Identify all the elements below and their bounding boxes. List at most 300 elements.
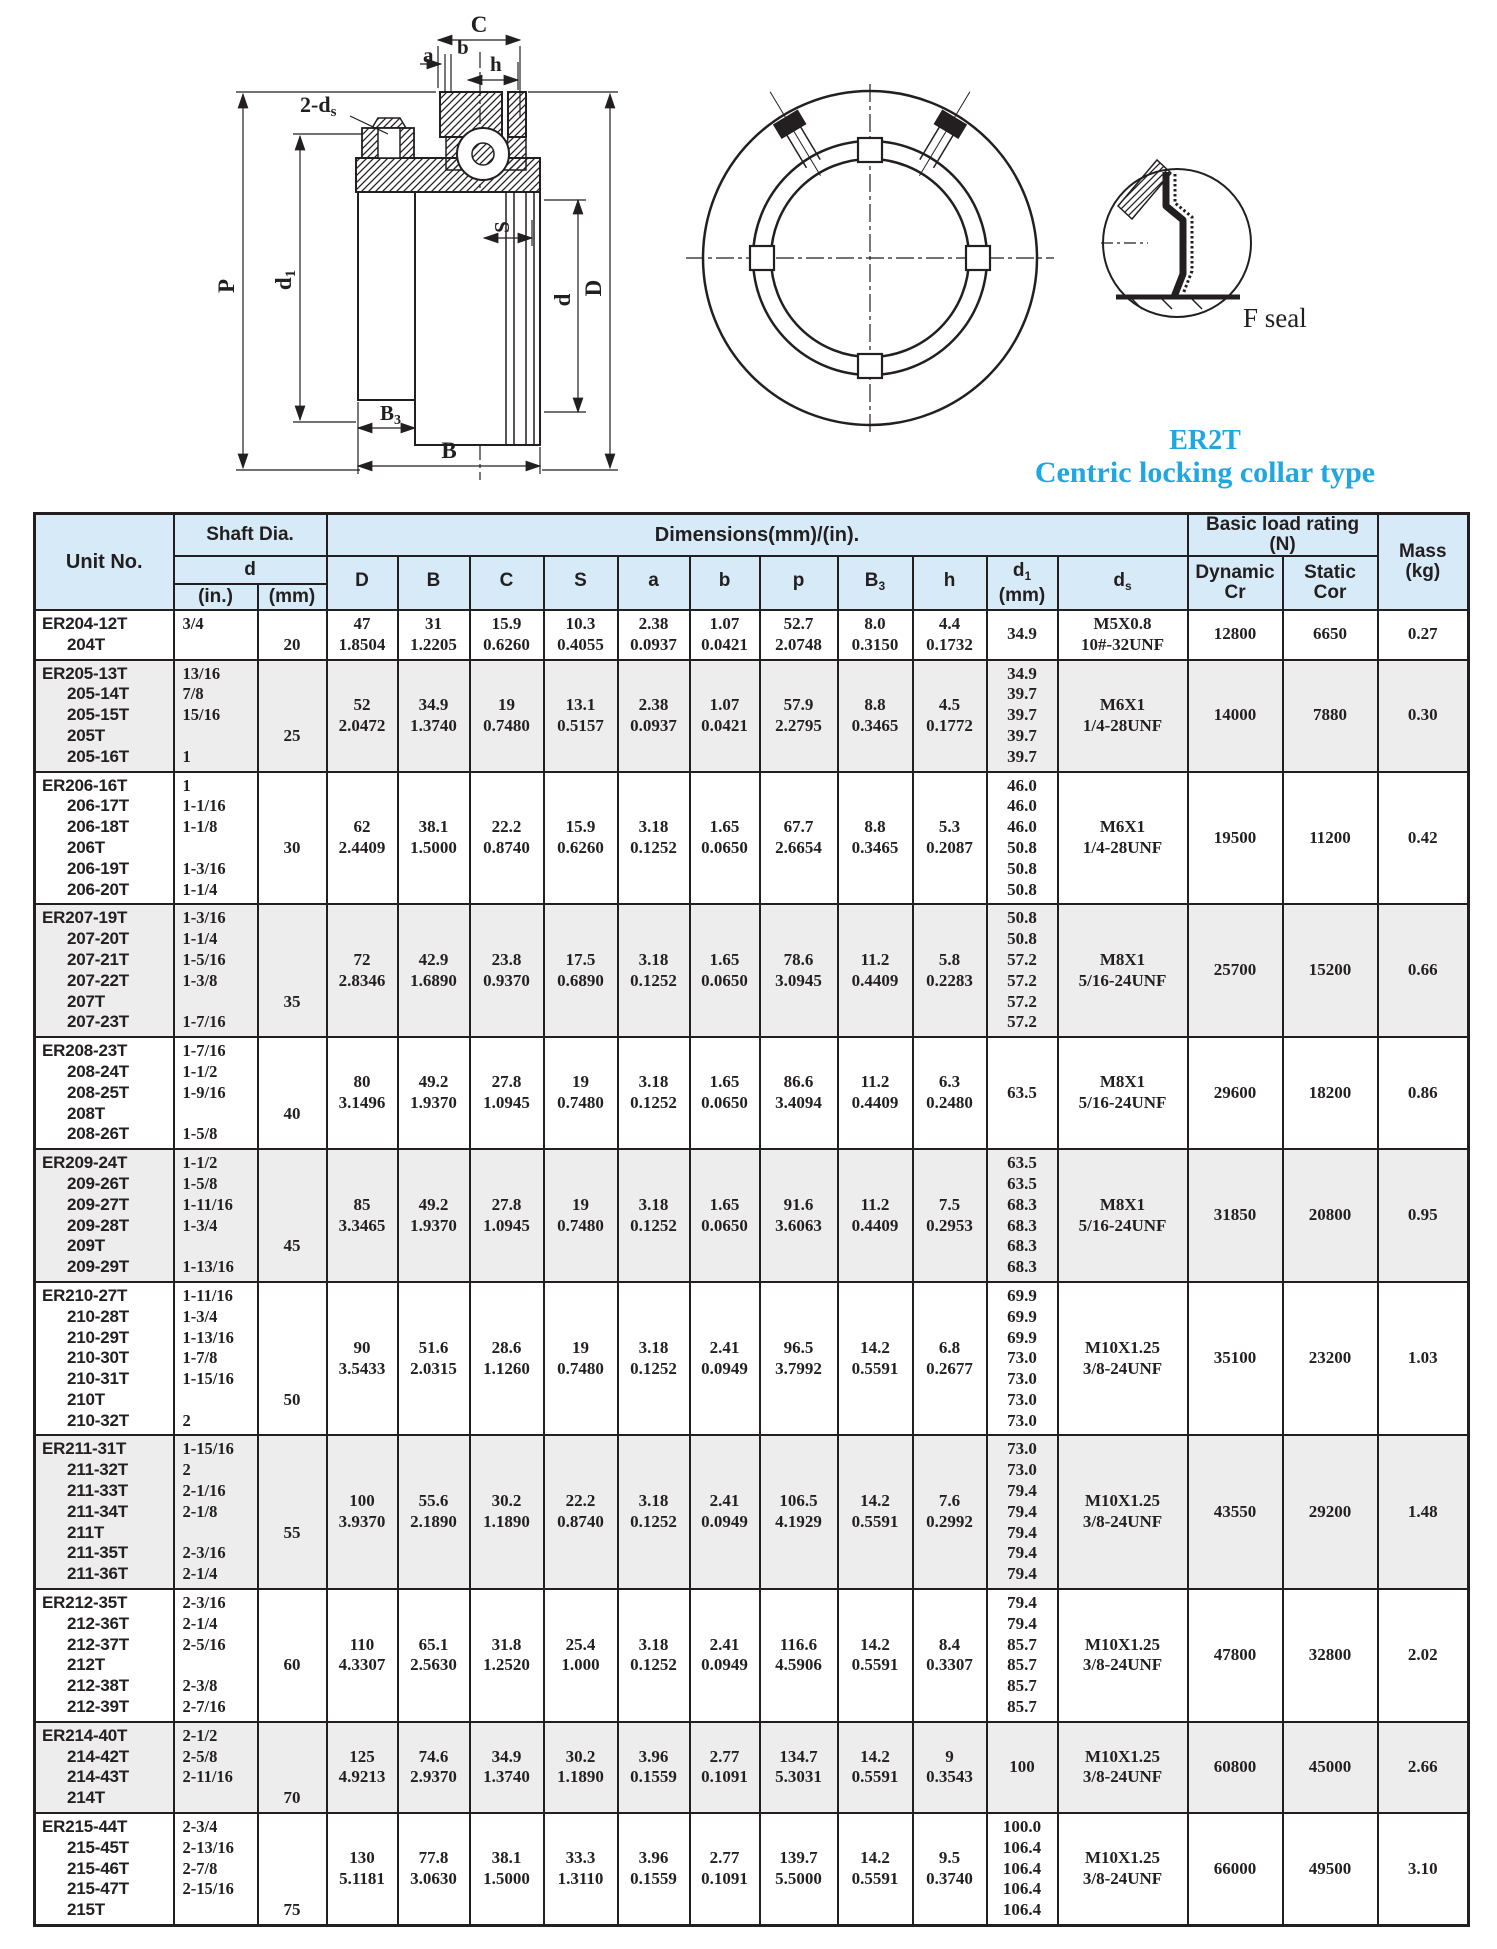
dimension-values <box>410 1747 457 1789</box>
dimension-values <box>483 1072 530 1114</box>
dimension-cell <box>913 1282 987 1436</box>
d1-value: 57.2 <box>1007 970 1037 990</box>
unit-no: 210-31T <box>67 1369 129 1389</box>
d1-value: 73.0 <box>1007 1369 1037 1389</box>
dim-in-value: 1.1890 <box>557 1767 604 1787</box>
dim-in-value: 1.0945 <box>483 1093 530 1113</box>
dimension-cell <box>618 660 690 772</box>
dimension-cell <box>398 610 470 660</box>
unit-no: 204T <box>67 634 105 654</box>
ds-thread-value: 1/4-28UNF <box>1082 715 1163 735</box>
unit-no-cell <box>35 1589 174 1722</box>
dim-mm-value: 14.2 <box>860 1848 890 1868</box>
dimension-cell <box>838 1282 913 1436</box>
dim-mm-value: 106.5 <box>779 1491 818 1511</box>
dim-mm-value: 4.5 <box>938 694 961 714</box>
shaft-dia-mm <box>259 1481 326 1502</box>
shaft-dia-mm-cell <box>258 1435 327 1589</box>
dimension-values <box>701 1072 748 1114</box>
dim-mm-value: 38.1 <box>418 817 449 837</box>
dim-in-value: 0.0650 <box>701 1215 748 1235</box>
dimension-cell <box>690 610 760 660</box>
spec-table-body <box>35 610 1469 1926</box>
unit-no: 205-14T <box>67 684 129 704</box>
shaft-dia-in: 2-11/16 <box>182 1767 233 1787</box>
unit-no: 210-29T <box>67 1327 129 1347</box>
mass-value: 3.10 <box>1407 1858 1438 1878</box>
dimension-cell <box>760 1149 838 1282</box>
dim-mm-value: 2.38 <box>638 614 669 633</box>
dimension-cell <box>398 660 470 772</box>
dimension-cell <box>327 1589 398 1722</box>
dimension-values <box>852 950 899 992</box>
shaft-dia-mm <box>259 1062 326 1083</box>
dimension-cell <box>398 1589 470 1722</box>
dimension-cell <box>470 1037 544 1149</box>
dimension-cell <box>690 1149 760 1282</box>
dim-label-2ds: 2-ds <box>300 92 337 120</box>
dim-mm-value: 91.6 <box>783 1194 814 1214</box>
unit-no: 209T <box>67 1236 105 1256</box>
dim-in-value: 0.5591 <box>851 1512 899 1532</box>
shaft-dia-mm <box>259 1257 326 1278</box>
ds-thread-value: 3/8-24UNF <box>1082 1655 1163 1675</box>
dimension-cell <box>398 772 470 905</box>
d1-value: 79.4 <box>1007 1543 1037 1563</box>
cr-cell <box>1188 904 1283 1037</box>
dim-mm-value: 65.1 <box>418 1634 449 1654</box>
dim-in-value: 2.8346 <box>338 970 386 990</box>
shaft-dia-in-cell <box>174 1722 258 1813</box>
dim-in-value: 0.1252 <box>630 1215 677 1235</box>
unit-no: 215-45T <box>67 1837 129 1857</box>
shaft-dia-mm <box>259 1083 326 1104</box>
dimension-cell <box>913 1813 987 1925</box>
shaft-dia-mm-cell <box>258 1813 327 1925</box>
dim-mm-value: 116.6 <box>779 1634 818 1654</box>
header-col-a: a <box>618 556 690 610</box>
dim-in-value: 0.5591 <box>851 1767 899 1787</box>
dim-in-value: 1.0945 <box>483 1215 530 1235</box>
dim-in-value: 1.5000 <box>483 1869 530 1889</box>
shaft-dia-in: 2-1/2 <box>182 1725 218 1745</box>
ds-thread-cell <box>1058 1435 1188 1589</box>
dimension-cell <box>470 772 544 905</box>
locking-collar-right <box>508 92 526 137</box>
d1-value: 57.2 <box>1007 991 1037 1011</box>
dimension-values <box>558 1848 604 1890</box>
dim-in-value: 0.4055 <box>557 634 604 654</box>
dimension-cell <box>913 660 987 772</box>
d1-value: 34.9 <box>1007 663 1037 683</box>
dimension-values <box>561 1635 599 1677</box>
dimension-values <box>630 1072 677 1114</box>
cr-cell <box>1188 1589 1283 1722</box>
dim-label-C: C <box>470 12 488 37</box>
dim-mm-value: 22.2 <box>491 817 522 837</box>
header-col-B: B <box>398 556 470 610</box>
dim-mm-value: 52 <box>353 694 371 714</box>
dim-mm-value: 27.8 <box>491 1194 522 1214</box>
dimension-values <box>701 950 748 992</box>
unit-no: 206-17T <box>67 796 129 816</box>
cor-value: 20800 <box>1308 1205 1352 1225</box>
dimension-cell <box>327 1282 398 1436</box>
dimension-values <box>557 695 604 737</box>
cr-cell <box>1188 772 1283 905</box>
unit-no: 210-28T <box>67 1306 129 1326</box>
d1-value: 50.8 <box>1007 879 1037 899</box>
shaft-dia-in <box>175 992 257 1013</box>
dimension-cell <box>398 1149 470 1282</box>
dimension-values <box>852 1747 899 1789</box>
shaft-dia-in <box>175 635 257 656</box>
mass-cell <box>1378 660 1469 772</box>
shaft-dia-mm <box>259 664 326 685</box>
unit-no: 208-25T <box>67 1082 129 1102</box>
d1-value: 68.3 <box>1007 1257 1037 1277</box>
mass-cell <box>1378 1149 1469 1282</box>
table-row <box>35 1037 1469 1149</box>
d1-value: 57.2 <box>1007 1012 1037 1032</box>
ds-thread-value: M10X1.25 <box>1084 1337 1161 1357</box>
dim-in-value: 0.3465 <box>851 837 899 857</box>
shaft-dia-mm-cell <box>258 1282 327 1436</box>
shaft-dia-in: 1-1/8 <box>182 817 218 837</box>
header-in: (in.) <box>174 584 258 610</box>
unit-no: 212-39T <box>67 1697 129 1717</box>
dim-mm-value: 2.41 <box>709 1337 740 1357</box>
cor-cell <box>1283 660 1378 772</box>
dim-label-b: b <box>457 35 469 59</box>
dim-in-value: 0.6260 <box>483 634 530 654</box>
dimension-values <box>701 1848 748 1890</box>
shaft-dia-mm: 75 <box>283 1900 301 1920</box>
dim-in-value: 0.0937 <box>630 715 677 735</box>
header-col-C: C <box>470 556 544 610</box>
dim-mm-value: 130 <box>349 1848 375 1868</box>
cr-value: 12800 <box>1213 624 1257 644</box>
dim-mm-value: 49.2 <box>418 1194 449 1214</box>
dim-in-value: 0.9370 <box>483 970 530 990</box>
dimension-values <box>926 1635 973 1677</box>
dimension-cell <box>544 904 618 1037</box>
dimension-values <box>852 1491 899 1533</box>
dim-mm-value: 11.2 <box>860 1072 890 1092</box>
dim-in-value: 0.0650 <box>701 970 748 990</box>
header-col-D: D <box>327 556 398 610</box>
cor-value: 15200 <box>1308 960 1352 980</box>
ds-thread-value: 3/8-24UNF <box>1082 1869 1163 1889</box>
shaft-dia-mm <box>259 950 326 971</box>
unit-no: ER210-27T <box>42 1285 128 1305</box>
shaft-dia-in: 2-5/16 <box>182 1634 226 1654</box>
dim-label-d1: d1 <box>271 269 299 291</box>
unit-no: 215T <box>67 1900 105 1920</box>
dim-mm-value: 80 <box>353 1072 371 1092</box>
shaft-dia-mm <box>259 1726 326 1747</box>
d1-value: 39.7 <box>1007 746 1037 766</box>
dim-in-value: 0.8740 <box>483 837 530 857</box>
unit-no: 211T <box>67 1522 105 1542</box>
shaft-dia-in: 2-5/8 <box>182 1746 218 1766</box>
header-mass <box>1378 514 1469 611</box>
shaft-dia-in-cell <box>174 1149 258 1282</box>
dimension-cell <box>470 610 544 660</box>
dimension-cell <box>544 1589 618 1722</box>
shaft-dia-in: 2-1/4 <box>182 1564 218 1584</box>
dim-mm-value: 78.6 <box>783 949 814 969</box>
unit-no: 208-26T <box>67 1124 129 1144</box>
ds-thread-value: M8X1 <box>1099 949 1146 969</box>
dim-mm-value: 6.8 <box>938 1337 961 1357</box>
shaft-dia-in <box>175 1788 257 1809</box>
unit-no: ER215-44T <box>42 1817 128 1837</box>
d1-value: 73.0 <box>1007 1348 1037 1368</box>
dim-mm-value: 8.8 <box>864 694 886 714</box>
dim-mm-value: 3.96 <box>638 1746 669 1766</box>
d1-value: 39.7 <box>1007 705 1037 725</box>
dim-mm-value: 1.07 <box>709 614 740 633</box>
dimension-values <box>483 1747 530 1789</box>
header-col-B3: $B_3$ <box>838 556 913 610</box>
shaft-dia-in <box>175 1900 257 1921</box>
dimension-cell <box>470 1149 544 1282</box>
unit-no: 209-27T <box>67 1194 129 1214</box>
dim-mm-value: 14.2 <box>860 1337 890 1357</box>
dim-mm-value: 3.18 <box>638 1491 669 1511</box>
dimension-values <box>630 817 677 859</box>
shaft-dia-mm: 30 <box>283 837 301 857</box>
dimension-cell <box>327 1037 398 1149</box>
dimension-cell <box>544 1282 618 1436</box>
unit-no-cell <box>35 610 174 660</box>
dimension-values <box>630 614 677 656</box>
dim-in-value: 0.1252 <box>630 837 677 857</box>
dimension-values <box>852 695 899 737</box>
mass-cell <box>1378 1589 1469 1722</box>
ds-thread-cell <box>1058 904 1188 1037</box>
dim-in-value: 0.1732 <box>926 634 973 654</box>
ds-thread-cell <box>1058 1282 1188 1436</box>
shaft-dia-in: 3/4 <box>182 614 204 633</box>
shaft-dia-in-cell <box>174 1435 258 1589</box>
cor-cell <box>1283 610 1378 660</box>
dimension-cell <box>618 1722 690 1813</box>
shaft-dia-mm <box>259 1635 326 1656</box>
dim-in-value: 0.1252 <box>630 1093 677 1113</box>
d1-value: 50.8 <box>1007 837 1037 857</box>
dim-in-value: 3.1496 <box>338 1093 386 1113</box>
shaft-dia-mm <box>259 971 326 992</box>
shaft-dia-in: 1-7/16 <box>182 1041 226 1061</box>
unit-no: 215-47T <box>67 1879 129 1899</box>
dim-in-value: 0.4409 <box>851 970 899 990</box>
dimension-cell <box>544 660 618 772</box>
dim-in-value: 1.8504 <box>338 634 386 654</box>
unit-no: ER211-31T <box>42 1439 127 1459</box>
mass-value: 0.86 <box>1407 1082 1438 1102</box>
dim-in-value: 0.7480 <box>557 1358 604 1378</box>
cr-value: 66000 <box>1213 1858 1257 1878</box>
ds-thread-cell <box>1058 1037 1188 1149</box>
unit-no: ER208-23T <box>42 1041 128 1061</box>
dim-mm-value: 34.9 <box>491 1746 522 1766</box>
dimension-cell <box>690 904 760 1037</box>
dimension-values <box>775 614 822 656</box>
shaft-dia-mm <box>259 1460 326 1481</box>
dim-in-value: 1.9370 <box>410 1215 457 1235</box>
dim-mm-value: 2.41 <box>709 1634 740 1654</box>
dimension-values <box>483 695 530 737</box>
dim-label-d: d <box>550 293 575 307</box>
dim-in-value: 1.000 <box>561 1655 600 1675</box>
dim-in-value: 2.0315 <box>410 1358 457 1378</box>
dimension-cell <box>913 1589 987 1722</box>
dim-mm-value: 74.6 <box>418 1746 449 1766</box>
dimension-values <box>852 614 899 656</box>
shaft-dia-mm <box>259 1614 326 1635</box>
dim-in-value: 0.2953 <box>926 1215 973 1235</box>
cor-cell <box>1283 1037 1378 1149</box>
unit-no: 206T <box>67 837 105 857</box>
dimension-values <box>483 614 530 656</box>
dim-mm-value: 28.6 <box>491 1337 522 1357</box>
dim-in-value: 0.0949 <box>701 1512 748 1532</box>
dim-mm-value: 139.7 <box>779 1848 818 1868</box>
dimension-values <box>339 1195 386 1237</box>
dim-mm-value: 14.2 <box>860 1746 890 1766</box>
dim-mm-value: 11.2 <box>860 949 890 969</box>
dim-in-value: 4.3307 <box>338 1655 386 1675</box>
table-row <box>35 1282 1469 1436</box>
dim-in-value: 0.7480 <box>557 1215 604 1235</box>
cr-cell <box>1188 1813 1283 1925</box>
dimension-values <box>775 817 822 859</box>
dim-mm-value: 3.18 <box>638 1634 669 1654</box>
d1-value: 63.5 <box>1007 1173 1037 1193</box>
dimension-cell <box>470 1435 544 1589</box>
dimension-values <box>775 1747 822 1789</box>
dim-mm-value: 125 <box>349 1746 375 1766</box>
unit-no-cell <box>35 1813 174 1925</box>
dim-mm-value: 8.4 <box>938 1634 961 1654</box>
dim-mm-value: 1.65 <box>709 817 740 837</box>
dim-mm-value: 6.3 <box>938 1072 961 1092</box>
dimension-values <box>630 1491 677 1533</box>
dimension-values <box>926 1747 973 1789</box>
ds-thread-value: M10X1.25 <box>1084 1746 1161 1766</box>
ds-thread-value: 3/8-24UNF <box>1082 1767 1163 1787</box>
d1-value: 85.7 <box>1007 1634 1037 1654</box>
dim-label-B3: B3 <box>380 401 402 428</box>
unit-no-cell <box>35 1149 174 1282</box>
dim-in-value: 0.1772 <box>926 715 973 735</box>
shaft-dia-in-cell <box>174 1813 258 1925</box>
ds-thread-values <box>1083 817 1162 859</box>
dimension-values <box>630 950 677 992</box>
cor-value: 23200 <box>1308 1348 1352 1368</box>
ds-thread-value: 1/4-28UNF <box>1082 837 1163 857</box>
dim-mm-value: 27.8 <box>491 1072 522 1092</box>
d1-value: 79.4 <box>1007 1522 1037 1542</box>
dimension-values <box>483 1491 530 1533</box>
shaft-dia-in: 13/16 <box>182 663 221 683</box>
shaft-dia-in: 2-1/8 <box>182 1501 218 1521</box>
dimension-cell <box>618 1282 690 1436</box>
d1-value: 46.0 <box>1007 817 1037 837</box>
dimension-cell <box>618 904 690 1037</box>
dimension-values <box>630 1338 677 1380</box>
dim-mm-value: 1.65 <box>709 949 740 969</box>
cr-value: 29600 <box>1213 1082 1257 1102</box>
dim-mm-value: 31 <box>425 614 442 633</box>
dim-in-value: 0.1252 <box>630 1512 677 1532</box>
dim-in-value: 2.4409 <box>338 837 386 857</box>
table-row <box>35 1435 1469 1589</box>
dim-mm-value: 8.0 <box>864 614 886 633</box>
table-row <box>35 660 1469 772</box>
dim-mm-value: 7.5 <box>938 1194 961 1214</box>
shaft-dia-in: 2-3/16 <box>182 1593 226 1613</box>
dimension-values <box>926 614 973 656</box>
unit-no: ER205-13T <box>42 663 128 683</box>
cor-value: 45000 <box>1308 1757 1352 1777</box>
ds-thread-values <box>1079 950 1167 992</box>
d1-cell <box>987 1282 1058 1436</box>
cor-value: 18200 <box>1308 1082 1352 1102</box>
shaft-dia-in: 1-5/8 <box>182 1124 218 1144</box>
d1-value: 46.0 <box>1007 775 1037 795</box>
dimension-cell <box>470 904 544 1037</box>
dimension-cell <box>690 1435 760 1589</box>
dim-in-value: 0.2087 <box>926 837 973 857</box>
dim-in-value: 0.3307 <box>926 1655 973 1675</box>
ds-thread-values <box>1083 1491 1162 1533</box>
dimension-values <box>701 614 748 656</box>
dim-mm-value: 42.9 <box>418 949 449 969</box>
table-row <box>35 1589 1469 1722</box>
dim-mm-value: 3.96 <box>638 1848 669 1868</box>
shaft-dia-in: 2 <box>182 1410 191 1430</box>
dim-mm-value: 134.7 <box>779 1746 818 1766</box>
header-mm: (mm) <box>258 584 327 610</box>
dimension-values <box>557 817 604 859</box>
dimension-values <box>557 1747 604 1789</box>
dimension-values <box>339 614 386 656</box>
dimension-cell <box>544 1435 618 1589</box>
cor-cell <box>1283 1435 1378 1589</box>
shaft-dia-mm: 45 <box>283 1236 301 1256</box>
spec-table <box>33 512 1470 1927</box>
shaft-dia-mm <box>259 1697 326 1718</box>
header-mass-label: Mass <box>1399 541 1447 562</box>
dim-mm-value: 19 <box>498 694 515 714</box>
dimension-cell <box>838 610 913 660</box>
ds-thread-values <box>1079 1195 1167 1237</box>
ds-thread-cell <box>1058 1813 1188 1925</box>
table-row <box>35 1149 1469 1282</box>
dim-in-value: 0.0949 <box>701 1358 748 1378</box>
dim-mm-value: 49.2 <box>418 1072 449 1092</box>
dim-mm-value: 55.6 <box>418 1491 449 1511</box>
dimension-values <box>557 1491 604 1533</box>
dim-mm-value: 19 <box>572 1337 589 1357</box>
dim-mm-value: 47 <box>353 614 371 633</box>
shaft-dia-mm-cell <box>258 610 327 660</box>
shaft-dia-in: 1-1/4 <box>182 929 218 949</box>
dimension-cell <box>618 610 690 660</box>
